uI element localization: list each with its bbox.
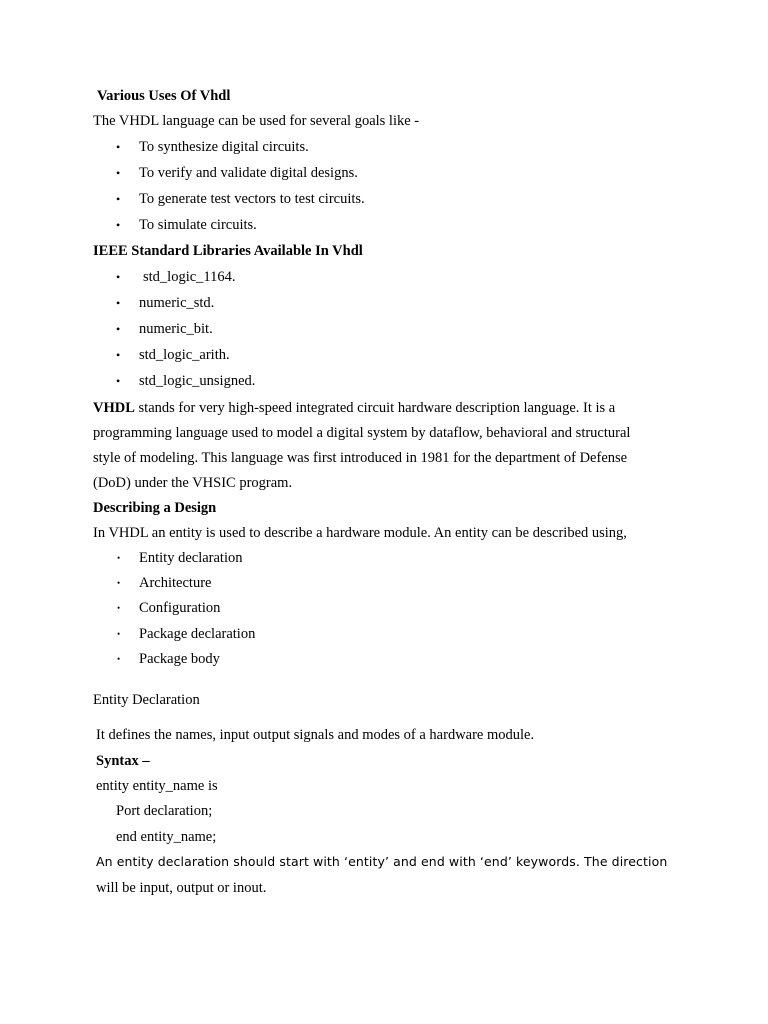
list-item: To verify and validate digital designs. [139, 165, 358, 181]
list-item: std_logic_1164. [143, 269, 236, 285]
bullet-icon: • [116, 296, 121, 310]
list-item: numeric_std. [139, 295, 215, 311]
code-line: entity entity_name is [96, 778, 218, 794]
syntax-label: Syntax – [96, 753, 150, 769]
bullet-icon: • [116, 140, 121, 154]
vhdl-line1: stands for very high-speed integrated circuit hardware description language. It is a [138, 400, 616, 416]
bullet-icon: • [117, 553, 121, 563]
intro-text: The VHDL language can be used for several goals like - [93, 113, 420, 129]
heading-various-uses: Various Uses Of Vhdl [97, 88, 231, 104]
vhdl-term: VHDL [93, 400, 135, 416]
list-item: To simulate circuits. [139, 217, 257, 233]
list-item: std_logic_unsigned. [139, 373, 256, 389]
vhdl-paragraph-line: (DoD) under the VHSIC program. [93, 475, 293, 491]
entity-description: It defines the names, input output signals and modes of a hardware module. [96, 727, 535, 743]
list-item: numeric_bit. [139, 321, 213, 337]
bullet-icon: • [116, 218, 121, 232]
bullet-icon: • [117, 578, 121, 588]
bullet-icon: • [116, 270, 121, 284]
heading-describing-design: Describing a Design [93, 500, 217, 516]
bullet-icon: • [116, 348, 121, 362]
list-item: Package declaration [139, 626, 256, 642]
bullet-icon: • [116, 322, 121, 336]
list-item: std_logic_arith. [139, 347, 230, 363]
intro-text: In VHDL an entity is used to describe a hardware module. An entity can be described using, [93, 525, 627, 541]
code-line: end entity_name; [116, 829, 217, 845]
vhdl-paragraph-line: style of modeling. This language was first introduced in 1981 for the department of Defense [93, 450, 628, 466]
list-item: Architecture [139, 575, 212, 591]
vhdl-paragraph-line [93, 399, 615, 417]
bullet-icon: • [116, 166, 121, 180]
list-item: Entity declaration [139, 550, 243, 566]
list-item: To synthesize digital circuits. [139, 139, 309, 155]
heading-ieee-libraries: IEEE Standard Libraries Available In Vhdl [93, 243, 363, 259]
bullet-icon: • [116, 374, 121, 388]
list-item: To generate test vectors to test circuits. [139, 191, 365, 207]
bullet-icon: • [116, 192, 121, 206]
entity-note-line: will be input, output or inout. [96, 880, 267, 896]
bullet-icon: • [117, 629, 121, 639]
vhdl-paragraph-line: programming language used to model a digital system by dataflow, behavioral and structural [93, 425, 631, 441]
bullet-icon: • [117, 654, 121, 664]
code-line: Port declaration; [116, 803, 213, 819]
list-item: Package body [139, 651, 220, 667]
list-item: Configuration [139, 600, 221, 616]
bullet-icon: • [117, 603, 121, 613]
entity-note-line: An entity declaration should start with ‘entity’ and end with ‘end’ keywords. The direction [96, 854, 668, 869]
heading-entity-declaration: Entity Declaration [93, 692, 200, 708]
